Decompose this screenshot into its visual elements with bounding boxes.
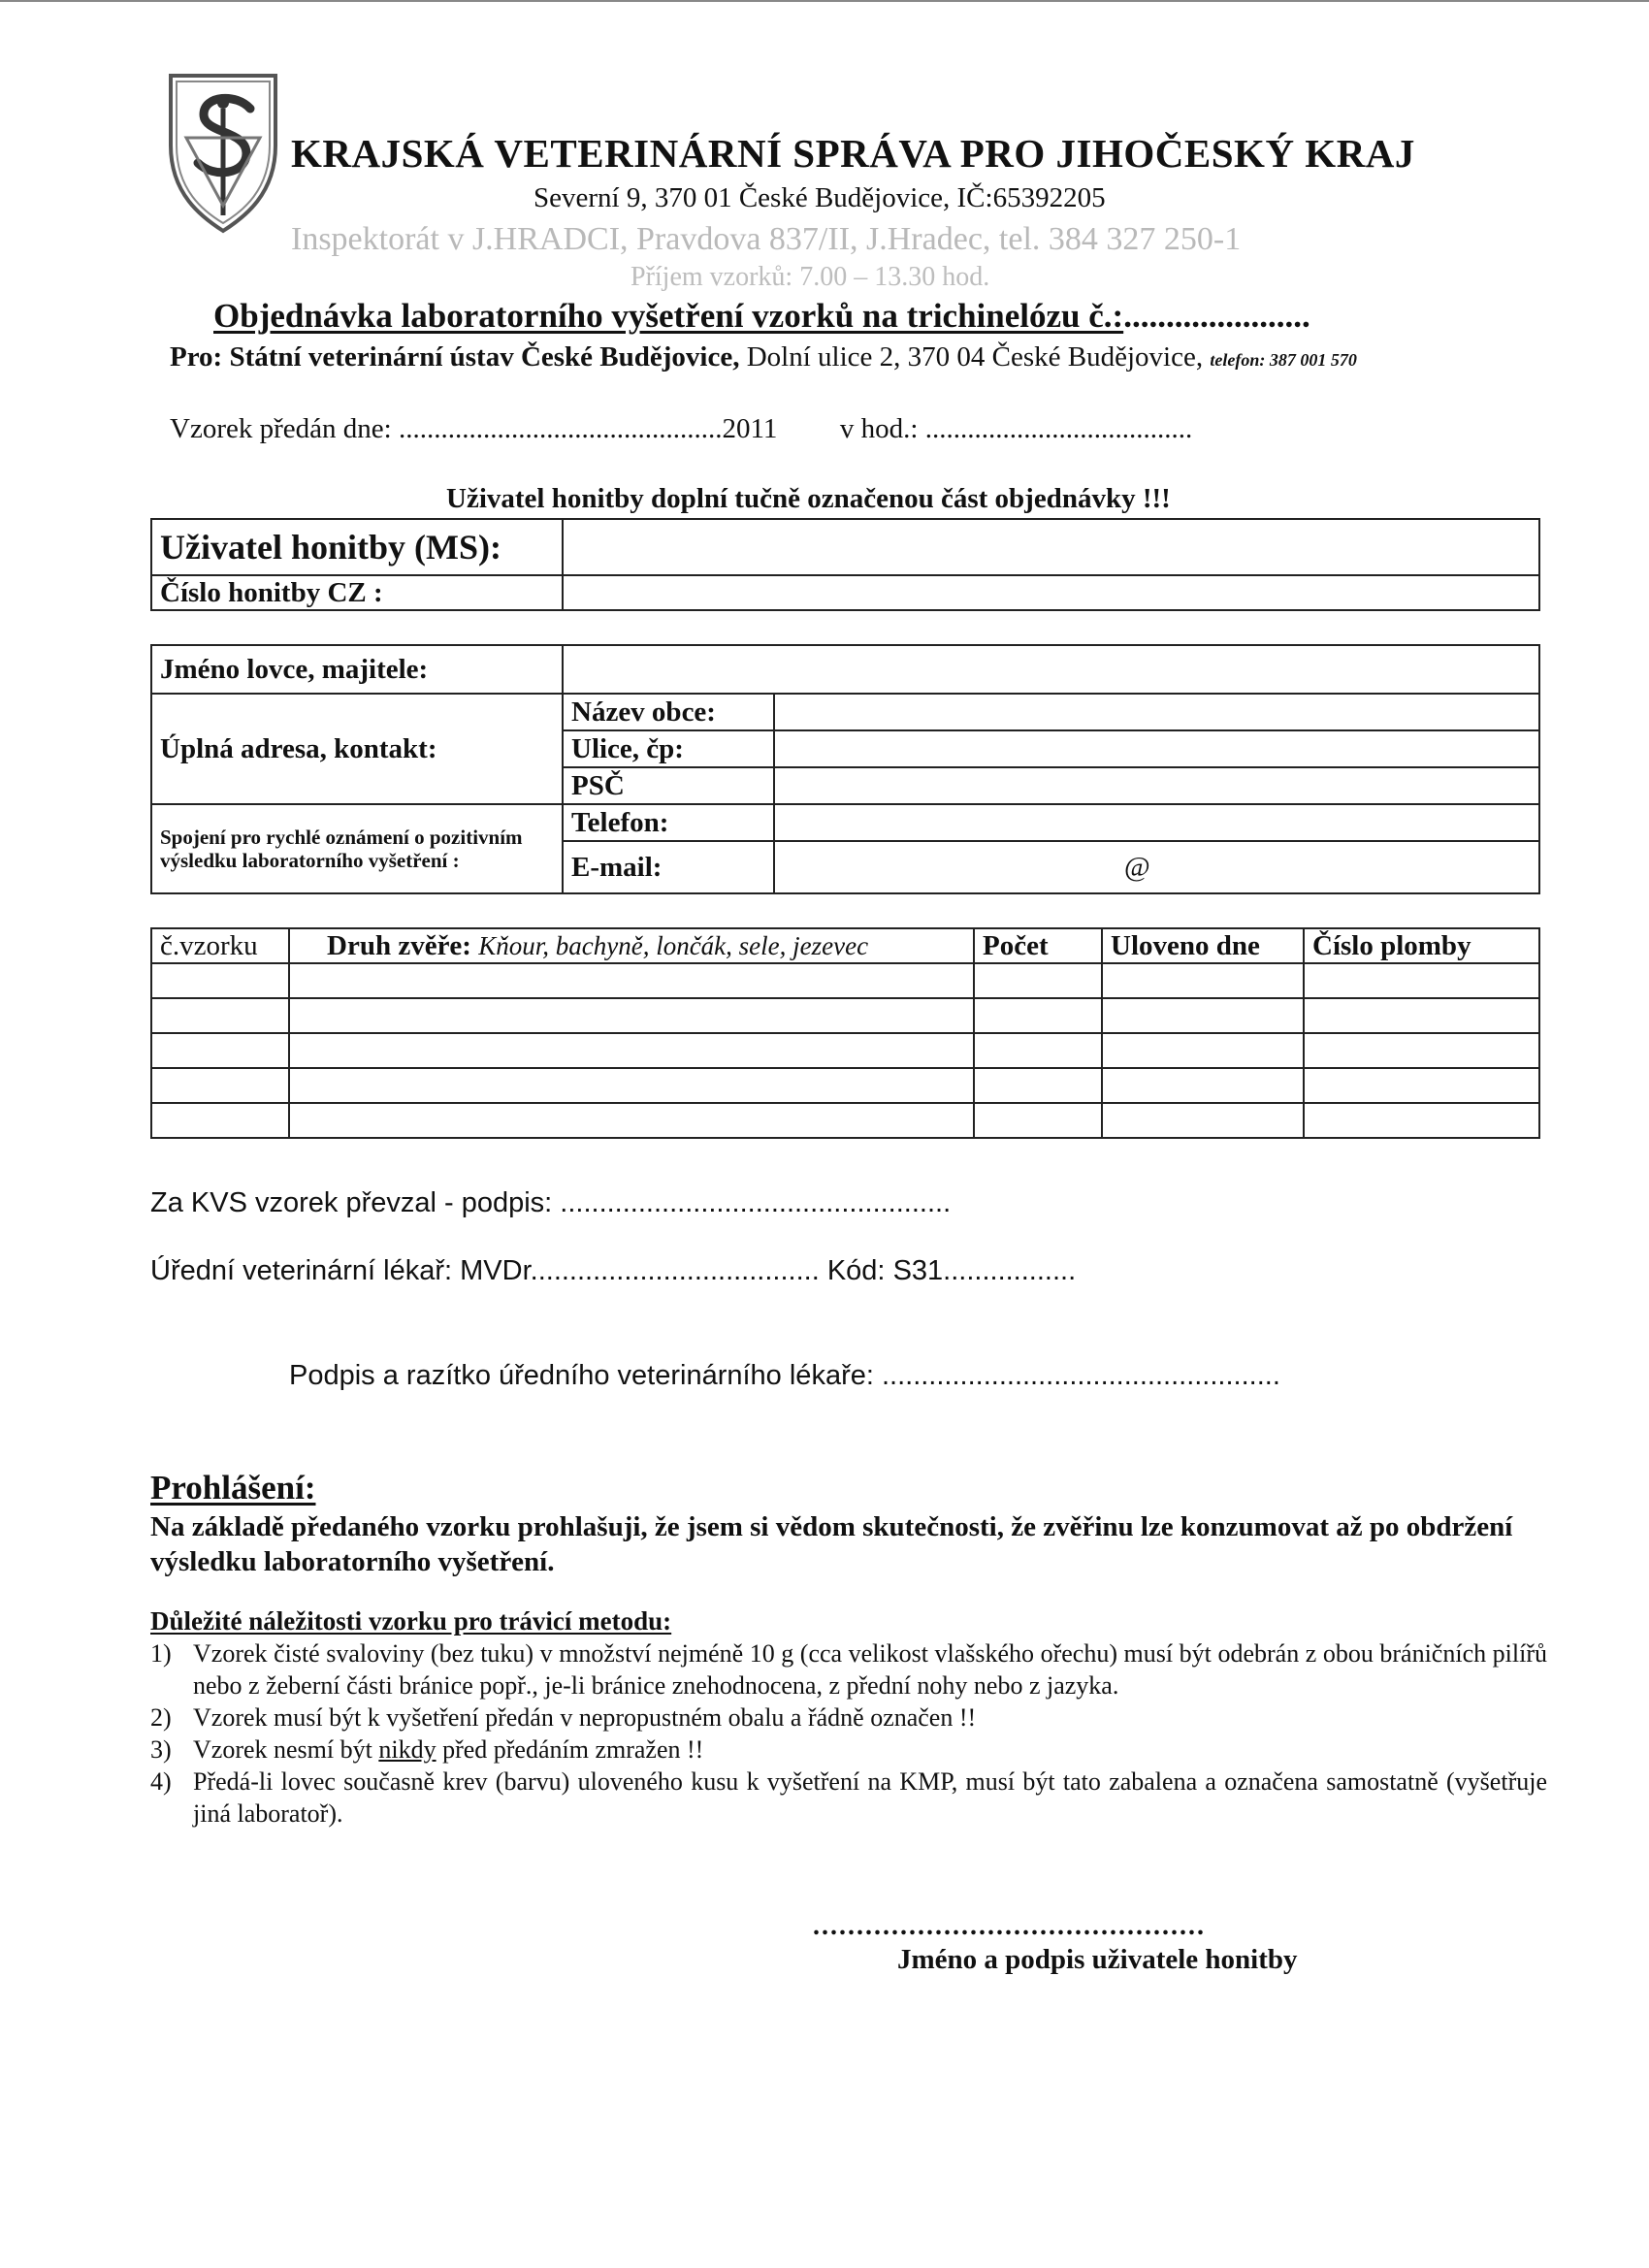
- hunter-name-field[interactable]: [563, 645, 1539, 694]
- date-cell[interactable]: [1102, 1068, 1304, 1103]
- list-item: [150, 1766, 1547, 1830]
- col-species-label: Druh zvěře:: [327, 929, 471, 961]
- order-for-phone: telefon: 387 001 570: [1210, 350, 1357, 370]
- hunting-number-label: Číslo honitby CZ :: [151, 575, 563, 610]
- date-cell[interactable]: [1102, 1033, 1304, 1068]
- species-cell[interactable]: [289, 1103, 974, 1138]
- sample-hour-label: v hod.:: [839, 413, 919, 444]
- col-date: Uloveno dne: [1102, 928, 1304, 963]
- requirement-text: Předá-li lovec současně krev (barvu) uloveného kusu k vyšetření na KMP, musí být tato zabalena a označena samostatně (vyšetřuje jiná laboratoř).: [193, 1767, 1547, 1828]
- species-cell[interactable]: [289, 1033, 974, 1068]
- town-field[interactable]: [774, 694, 1539, 730]
- seal-cell[interactable]: [1304, 963, 1539, 998]
- code-value: S31: [892, 1255, 944, 1286]
- table-row: [151, 1103, 1539, 1138]
- hunting-user-signature-label: Jméno a podpis uživatele honitby: [897, 1944, 1298, 1975]
- samples-header-row: [151, 928, 1539, 963]
- list-item: [150, 1637, 1547, 1701]
- hunting-number-field[interactable]: [563, 575, 1539, 610]
- requirement-text-part: před předáním zmražen !!: [442, 1735, 704, 1764]
- hunting-user-signature-field[interactable]: .............................................: [813, 1911, 1206, 1941]
- species-cell[interactable]: [289, 963, 974, 998]
- table-row: [151, 963, 1539, 998]
- order-for-label: Pro:: [170, 341, 223, 373]
- count-cell[interactable]: [974, 998, 1102, 1033]
- zip-label: PSČ: [563, 767, 774, 804]
- seal-cell[interactable]: [1304, 1068, 1539, 1103]
- requirement-text: Vzorek čisté svaloviny (bez tuku) v množství nejméně 10 g (cca velikost vlašského ořechu) musí být odebrán z obou bráničních pilířů nebo z žeberní části bránice popř., je-li bránice znehodnocena, z přední nohy nebo z jazyka.: [193, 1639, 1547, 1700]
- org-title: KRAJSKÁ VETERINÁRNÍ SPRÁVA PRO JIHOČESKÝ KRAJ: [291, 131, 1415, 176]
- table-row: [151, 998, 1539, 1033]
- sample-handed-date-field[interactable]: ..............................................: [398, 413, 723, 444]
- list-item: [150, 1733, 1547, 1766]
- sample-number-cell[interactable]: [151, 1068, 289, 1103]
- sample-number-cell[interactable]: [151, 1103, 289, 1138]
- sample-intake-hours: Příjem vzorků: 7.00 – 13.30 hod.: [630, 262, 990, 292]
- species-cell[interactable]: [289, 998, 974, 1033]
- sample-hour-field[interactable]: ......................................: [924, 413, 1193, 444]
- phone-label: Telefon:: [563, 804, 774, 841]
- hunting-ground-table: [150, 518, 1540, 611]
- order-title: [213, 297, 1310, 336]
- list-item: [150, 1701, 1547, 1733]
- order-for-address: Dolní ulice 2, 370 04 České Budějovice,: [746, 341, 1204, 373]
- code-label: Kód:: [826, 1255, 886, 1286]
- email-label: E-mail:: [563, 841, 774, 893]
- col-sample-number: č.vzorku: [151, 928, 289, 963]
- code-field[interactable]: .................: [943, 1255, 1077, 1286]
- sample-number-cell[interactable]: [151, 963, 289, 998]
- vet-stamp-signature[interactable]: Podpis a razítko úředního veterinárního lékaře: ...................................................: [289, 1360, 1280, 1391]
- date-cell[interactable]: [1102, 963, 1304, 998]
- page-top-edge: [0, 0, 1649, 2]
- order-for-institution: Státní veterinární ústav České Budějovice,: [229, 341, 740, 373]
- requirement-number: 3): [150, 1735, 172, 1764]
- col-count: Počet: [974, 928, 1102, 963]
- declaration-heading: Prohlášení:: [150, 1469, 316, 1507]
- count-cell[interactable]: [974, 1033, 1102, 1068]
- table-row: [151, 1033, 1539, 1068]
- street-field[interactable]: [774, 730, 1539, 767]
- requirement-text-part: Vzorek nesmí být: [193, 1735, 372, 1764]
- street-label: Ulice, čp:: [563, 730, 774, 767]
- date-cell[interactable]: [1102, 998, 1304, 1033]
- sample-number-cell[interactable]: [151, 998, 289, 1033]
- seal-cell[interactable]: [1304, 1103, 1539, 1138]
- hunter-address-label: Úplná adresa, kontakt:: [151, 694, 563, 804]
- email-field[interactable]: [774, 841, 1539, 893]
- zip-field[interactable]: [774, 767, 1539, 804]
- svs-shield-logo-icon: [165, 70, 281, 235]
- phone-field[interactable]: [774, 804, 1539, 841]
- seal-cell[interactable]: [1304, 1033, 1539, 1068]
- count-cell[interactable]: [974, 963, 1102, 998]
- fill-notice: Uživatel honitby doplní tučně označenou část objednávky !!!: [446, 483, 1171, 514]
- requirement-number: 4): [150, 1767, 172, 1796]
- table-row: [151, 1068, 1539, 1103]
- requirements-heading: Důležité náležitosti vzorku pro trávicí metodu:: [150, 1606, 672, 1636]
- order-number-field[interactable]: ......................: [1123, 297, 1310, 335]
- org-address: Severní 9, 370 01 České Budějovice, IČ:65392205: [534, 182, 1106, 213]
- species-cell[interactable]: [289, 1068, 974, 1103]
- declaration-text: Na základě předaného vzorku prohlašuji, že jsem si vědom skutečnosti, že zvěřinu lze konzumovat až po obdržení výsledku laboratorního vyšetření.: [150, 1511, 1513, 1577]
- sample-year: 2011: [722, 413, 778, 444]
- requirements-list: [150, 1637, 1547, 1830]
- col-seal: Číslo plomby: [1304, 928, 1539, 963]
- requirement-number: 2): [150, 1703, 172, 1732]
- town-label: Název obce:: [563, 694, 774, 730]
- samples-table: [150, 927, 1540, 1139]
- sample-number-cell[interactable]: [151, 1033, 289, 1068]
- col-species-examples: Kňour, bachyně, lončák, sele, jezevec: [478, 930, 869, 960]
- contact-label: Spojení pro rychlé oznámení o pozitivním výsledku laboratorního vyšetření :: [151, 804, 563, 893]
- sample-handed-label: Vzorek předán dne:: [170, 413, 392, 444]
- count-cell[interactable]: [974, 1068, 1102, 1103]
- at-sign: @: [1124, 851, 1150, 883]
- count-cell[interactable]: [974, 1103, 1102, 1138]
- seal-cell[interactable]: [1304, 998, 1539, 1033]
- order-title-text: Objednávka laboratorního vyšetření vzorků na trichinelózu č.:: [213, 297, 1124, 335]
- requirement-text: Vzorek musí být k vyšetření předán v nepropustném obalu a řádně označen !!: [193, 1703, 977, 1732]
- requirement-text: [193, 1733, 1547, 1766]
- sample-handed-line: [170, 413, 1192, 445]
- hunting-user-field[interactable]: [563, 519, 1539, 575]
- hunter-name-label: Jméno lovce, majitele:: [151, 645, 563, 694]
- org-inspectorate: Inspektorát v J.HRADCI, Pravdova 837/II, J.Hradec, tel. 384 327 250-1: [291, 221, 1242, 257]
- hunting-user-label: Uživatel honitby (MS):: [151, 519, 563, 575]
- requirement-text-emphasis: nikdy: [378, 1735, 436, 1764]
- vet-name-field[interactable]: Úřední veterinární lékař: MVDr.....................................: [150, 1255, 820, 1286]
- hunter-table: [150, 644, 1540, 894]
- kvs-received-signature[interactable]: Za KVS vzorek převzal - podpis: ..................................................: [150, 1187, 952, 1218]
- requirement-number: 1): [150, 1639, 172, 1668]
- vet-code-line: [150, 1255, 1076, 1287]
- col-species: [289, 928, 974, 963]
- date-cell[interactable]: [1102, 1103, 1304, 1138]
- order-recipient: [170, 341, 1357, 373]
